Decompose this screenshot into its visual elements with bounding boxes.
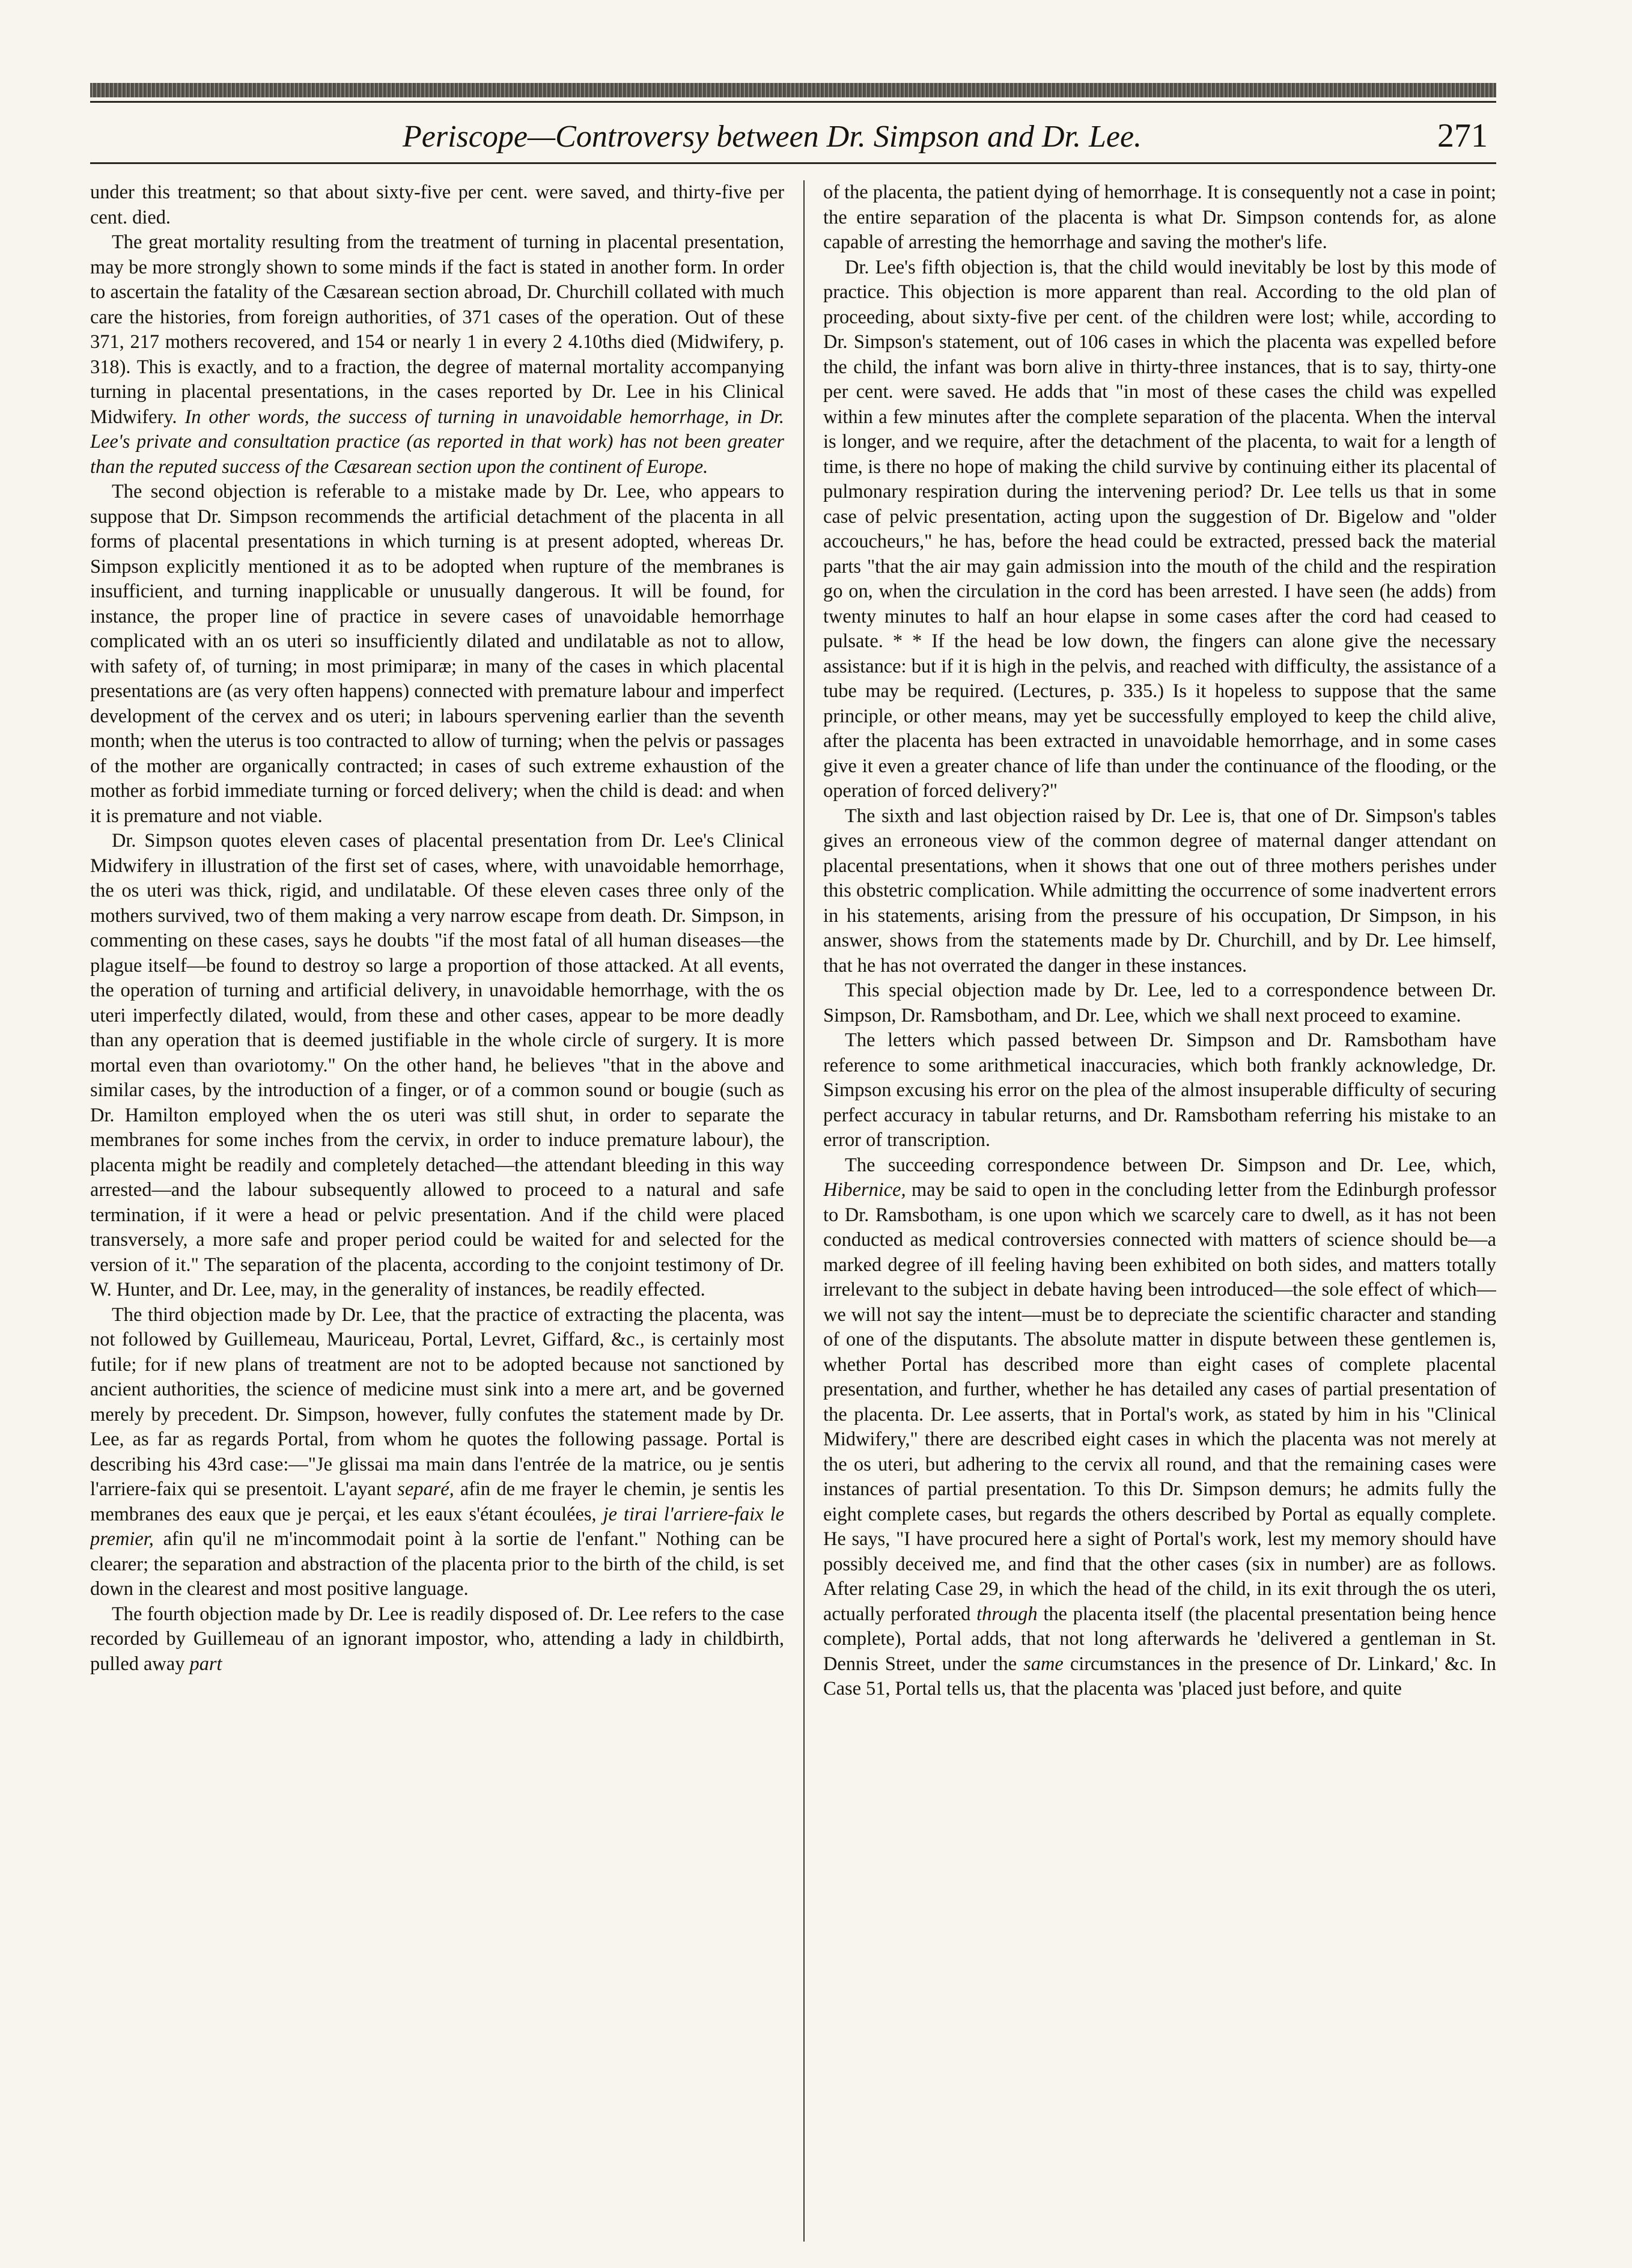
top-ornamental-rule [90, 83, 1496, 97]
head-rule [90, 162, 1496, 164]
right-column [823, 180, 1496, 2248]
left-column [90, 180, 784, 2248]
paragraph-text: afin de me frayer le chemin, je sentis les membranes des eaux que je perçai, et les eaux s'étant écoulées, [90, 1478, 784, 1525]
paragraph-text: circumstances in the presence of Dr. Linkard,' &c. In Case 51, Portal tells us, that the placenta was 'placed just before, and quite [823, 1653, 1496, 1699]
top-thin-rule [90, 101, 1496, 103]
column-divider [803, 180, 805, 2242]
running-head-title: Periscope—Controversy between Dr. Simpson and Dr. Lee. [403, 120, 1142, 154]
italic-text: same [1023, 1653, 1064, 1675]
paragraph [823, 1153, 1496, 1702]
italic-text: separé, [397, 1478, 454, 1500]
paragraph: The sixth and last objection raised by Dr. Lee is, that one of Dr. Simpson's tables gives an erroneous view of the common degree of maternal danger attendant on placental presentations, when it shows that one out of three mothers perishes under this obstetric complication. While admitting the occurrence of some inadvertent errors in his statements, arising from the pressure of his occupation, Dr Simpson, in his answer, shows from the statements made by Dr. Churchill, and by Dr. Lee himself, that he has not overrated the danger in these instances. [823, 805, 1496, 977]
paragraph-text: The great mortality resulting from the treatment of turning in placental presentation, may be more strongly shown to some minds if the fact is stated in another form. In order to ascertain the fatality of the Cæsarean section abroad, Dr. Churchill collated with much care the histories, from foreign authorities, of 371 cases of the operation. Out of these 371, 217 mothers recovered, and 154 or nearly 1 in every 2 4.10ths died (Midwifery, p. 318). This is exactly, and to a fraction, the degree of maternal mortality accompanying turning in placental presentations, in the cases reported by Dr. Lee in his Clinical Midwifery. [90, 231, 784, 428]
paragraph: The letters which passed between Dr. Simpson and Dr. Ramsbotham have reference to some arithmetical inaccuracies, which both frankly acknowledge, Dr. Simpson excusing his error on the plea of the almost insuperable difficulty of securing perfect accuracy in tabular returns, and Dr. Ramsbotham referring his mistake to an error of transcription. [823, 1029, 1496, 1151]
paragraph: Dr. Lee's fifth objection is, that the child would inevitably be lost by this mode of practice. This objection is more apparent than real. According to the old plan of proceeding, about sixty-five per cent. of the children were lost; while, according to Dr. Simpson's statement, out of 106 cases in which the placenta was expelled before the child, the infant was born alive in thirty-three instances, that is to say, thirty-one per cent. were saved. He adds that "in most of these cases the child was expelled within a few minutes after the complete separation of the placenta. When the interval is longer, and we require, after the detachment of the placenta, to wait for a length of time, is there no hope of making the child survive by continuing either its placental of pulmonary respiration during the intervening period? Dr. Lee tells us that in some case of pelvic presentation, acting upon the suggestion of Dr. Bigelow and "older accoucheurs," he has, before the head could be extracted, pressed back the material parts "that the air may gain admission into the mouth of the child and the respiration go on, when the circulation in the cord has been arrested. I have seen (he adds) from twenty minutes to half an hour elapse in some cases after the cord had ceased to pulsate. * * If the head be low down, the fingers can alone give the necessary assistance: but if it is high in the pelvis, and reached with difficulty, the assistance of a tube may be required. (Lectures, p. 335.) Is it hopeless to suppose that the same principle, or other means, may yet be successfully employed to keep the child alive, after the placenta has been extracted in unavoidable hemorrhage, and in some cases give it even a greater chance of life than under the continuance of the flooding, or the operation of forced delivery?" [823, 256, 1496, 802]
paragraph-text: The third objection made by Dr. Lee, that the practice of extracting the placenta, was not followed by Guillemeau, Mauriceau, Portal, Levret, Giffard, &c., is certainly most futile; for if new plans of treatment are not to be adopted because not sanctioned by ancient authorities, the science of medicine must sink into a mere art, and be governed merely by precedent. Dr. Simpson, however, fully confutes the statement made by Dr. Lee, as far as regards Portal, from whom he quotes the following passage. Portal is describing his 43rd case:—"Je glissai ma main dans l'entrée de la matrice, ou je sentis l'arriere-faix qui se presentoit. L'ayant [90, 1303, 784, 1500]
paragraph-text: the placenta itself (the placental presentation being hence complete), Portal adds, that not long afterwards he 'delivered a gentleman in St. Dennis Street, under the [823, 1603, 1496, 1675]
paragraph-text: afin qu'il ne m'incommodait point à la sortie de l'enfant." Nothing can be clearer; the separation and abstraction of the placenta prior to the birth of the child, is set down in the clearest and most positive language. [90, 1528, 784, 1600]
italic-text: Hibernice, [823, 1179, 906, 1201]
paragraph: This special objection made by Dr. Lee, led to a correspondence between Dr. Simpson, Dr. Ramsbotham, and Dr. Lee, which we shall next proceed to examine. [823, 980, 1496, 1026]
page-number: 271 [1437, 117, 1488, 154]
italic-text: part [189, 1653, 222, 1675]
italic-text: je tirai l'arriere-faix le premier, [90, 1503, 784, 1550]
paragraph [90, 230, 784, 480]
italic-text: In other words, the success of turning in unavoidable hemorrhage, in Dr. Lee's private and consultation practice (as reported in that work) has not been greater than the reputed success of the Cæsarean section upon the continent of Europe. [90, 406, 784, 478]
paragraph: under this treatment; so that about sixty-five per cent. were saved, and thirty-five per cent. died. [90, 181, 784, 228]
running-head [90, 113, 1496, 161]
paragraph: The second objection is referable to a mistake made by Dr. Lee, who appears to suppose that Dr. Simpson recommends the artificial detachment of the placenta in all forms of placental presentations in which turning is at present adopted, whereas Dr. Simpson explicitly mentioned it as to be adopted when rupture of the membranes is insufficient, and turning inapplicable or unusually dangerous. It will be found, for instance, the proper line of practice in severe cases of unavoidable hemorrhage complicated with an os uteri so insufficiently dilated and undilatable as not to allow, with safety of, of turning; in most primiparæ; in many of the cases in which placental presentations are (as very often happens) connected with premature labour and imperfect development of the cervex and os uteri; in labours spervening earlier than the seventh month; when the uterus is too contracted to allow of turning; when the pelvis or passages of the mother are organically contracted; in cases of such extreme exhaustion of the mother as forbid immediate turning or forced delivery; when the child is dead: and when it is premature and not viable. [90, 481, 784, 827]
paragraph-text: The fourth objection made by Dr. Lee is readily disposed of. Dr. Lee refers to the case recorded by Guillemeau of an ignorant impostor, who, attending a lady in childbirth, pulled away [90, 1603, 784, 1675]
paragraph-text: may be said to open in the concluding letter from the Edinburgh professor to Dr. Ramsbotham, is one upon which we scarcely care to dwell, as it has not been conducted as medical controversies connected with matters of science should be—a marked degree of ill feeling having been exhibited on both sides, and matters totally irrelevant to the subject in debate having been introduced—the sole effect of which—we will not say the intent—must be to depreciate the scientific character and standing of one of the disputants. The absolute matter in dispute between these gentlemen is, whether Portal has described more than eight cases of complete placental presentation, and further, whether he has detailed any cases of partial presentation of the placenta. Dr. Lee asserts, that in Portal's work, as stated by him in his "Clinical Midwifery," there are described eight cases in which the placenta was not merely at the os uteri, but adhering to the cervix all round, and that the remaining cases were instances of partial presentation. To this Dr. Simpson demurs; he admits fully the eight complete cases, but regards the others described by Portal as equally complete. He says, "I have procured here a sight of Portal's work, lest my memory should have possibly deceived me, and find that the other cases (six in number) are as follows. After relating Case 29, in which the head of the child, in its exit through the os uteri, actually perforated [823, 1179, 1496, 1625]
paragraph [90, 1602, 784, 1677]
paragraph [90, 1303, 784, 1602]
italic-text: through [976, 1603, 1038, 1625]
paragraph: Dr. Simpson quotes eleven cases of placental presentation from Dr. Lee's Clinical Midwifery in illustration of the first set of cases, where, with unavoidable hemorrhage, the os uteri was thick, rigid, and undilatable. Of these eleven cases three only of the mothers survived, two of them making a very narrow escape from death. Dr. Simpson, in commenting on these cases, says he doubts "if the most fatal of all human diseases—the plague itself—be found to destroy so large a proportion of those attacked. At all events, the operation of turning and artificial delivery, in unavoidable hemorrhage, with the os uteri imperfectly dilated, would, from these and other cases, appear to be more deadly than any operation that is deemed justifiable in the whole circle of surgery. It is more mortal even than ovariotomy." On the other hand, he believes "that in the above and similar cases, by the introduction of a finger, or of a common sound or bougie (such as Dr. Hamilton employed when the os uteri was still shut, in order to separate the membranes for some inches from the cervix, in order to induce premature labour), the placenta might be readily and completely detached—the attendant bleeding in this way arrested—and the labour subsequently allowed to proceed to a natural and safe termination, if it were a head or pelvic presentation. And if the child were placed transversely, a more safe and proper period could be waited for and selected for the version of it." The separation of the placenta, according to the conjoint testimony of Dr. W. Hunter, and Dr. Lee, may, in the generality of instances, be readily effected. [90, 830, 784, 1300]
paragraph-text: The succeeding correspondence between Dr. Simpson and Dr. Lee, which, [845, 1154, 1496, 1176]
paragraph: of the placenta, the patient dying of hemorrhage. It is consequently not a case in point; the entire separation of the placenta is what Dr. Simpson contends for, as alone capable of arresting the hemorrhage and saving the mother's life. [823, 181, 1496, 253]
